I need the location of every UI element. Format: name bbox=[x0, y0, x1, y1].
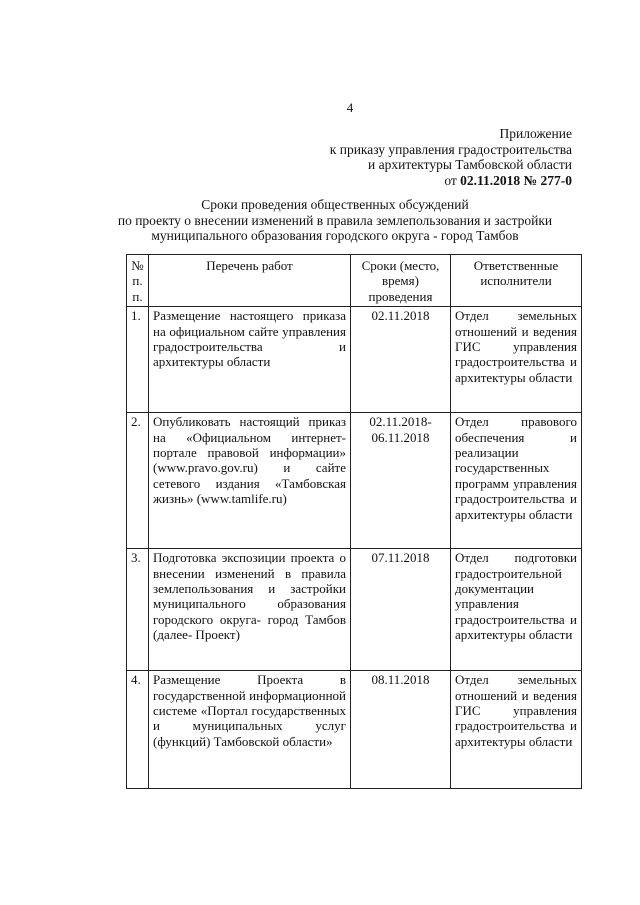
page-number: 4 bbox=[346, 100, 354, 115]
appendix-order-date bbox=[330, 173, 572, 189]
appendix-block bbox=[330, 126, 572, 188]
document-title bbox=[100, 197, 570, 244]
title-line-1: Сроки проведения общественных обсуждений bbox=[201, 197, 469, 212]
header-date: Сроки (место, время) проведения bbox=[351, 255, 451, 307]
appendix-authority: и архитектуры Тамбовской области bbox=[368, 157, 572, 172]
header-responsible: Ответственные исполнители bbox=[451, 255, 582, 307]
title-line-3: муниципального образования городского округа - город Тамбов bbox=[151, 228, 519, 243]
header-work: Перечень работ bbox=[149, 255, 351, 307]
row-date: 02.11.2018 bbox=[351, 307, 451, 413]
table-header-row bbox=[127, 255, 582, 307]
row-work: Размещение настоящего приказа на официальном сайте управления градостроительства и архитектуры области bbox=[149, 307, 351, 413]
title-line-2: по проекту о внесении изменений в правила землепользования и застройки bbox=[117, 212, 553, 228]
row-date: 08.11.2018 bbox=[351, 671, 451, 789]
table-row bbox=[127, 671, 582, 789]
table-row bbox=[127, 549, 582, 671]
row-work: Опубликовать настоящий приказ на «Официальном интернет-портале правовой информации» (www.pravo.gov.ru) и сайте сетевого издания «Тамбовская жизнь» (www.tamlife.ru) bbox=[149, 413, 351, 549]
row-responsible: Отдел земельных отношений и ведения ГИС управления градостроительства и архитектуры области bbox=[451, 671, 582, 789]
row-num: 1. bbox=[127, 307, 149, 413]
row-num: 3. bbox=[127, 549, 149, 671]
row-responsible: Отдел земельных отношений и ведения ГИС управления градостроительства и архитектуры области bbox=[451, 307, 582, 413]
row-work: Размещение Проекта в государственной информационной системе «Портал государственных и муниципальных услуг (функций) Тамбовской области» bbox=[149, 671, 351, 789]
row-num: 2. bbox=[127, 413, 149, 549]
row-date: 02.11.2018- 06.11.2018 bbox=[351, 413, 451, 549]
appendix-label: Приложение bbox=[499, 126, 572, 141]
row-date: 07.11.2018 bbox=[351, 549, 451, 671]
row-responsible: Отдел правового обеспечения и реализации государственных программ управления градостроительства и архитектуры области bbox=[451, 413, 582, 549]
appendix-date-prefix: от bbox=[444, 172, 461, 188]
table-row bbox=[127, 413, 582, 549]
row-responsible: Отдел подготовки градостроительной документации управления градостроительства и архитектуры области bbox=[451, 549, 582, 671]
schedule-table bbox=[126, 254, 582, 789]
table-row bbox=[127, 307, 582, 413]
header-num: № п. п. bbox=[127, 255, 149, 307]
row-work: Подготовка экспозиции проекта о внесении изменений в правила землепользования и застройки муниципального образования городского округа- город Тамбов (далее- Проект) bbox=[149, 549, 351, 671]
appendix-order-ref: к приказу управления градостроительства bbox=[329, 141, 572, 157]
row-num: 4. bbox=[127, 671, 149, 789]
appendix-order-number: 02.11.2018 № 277-0 bbox=[460, 172, 572, 188]
